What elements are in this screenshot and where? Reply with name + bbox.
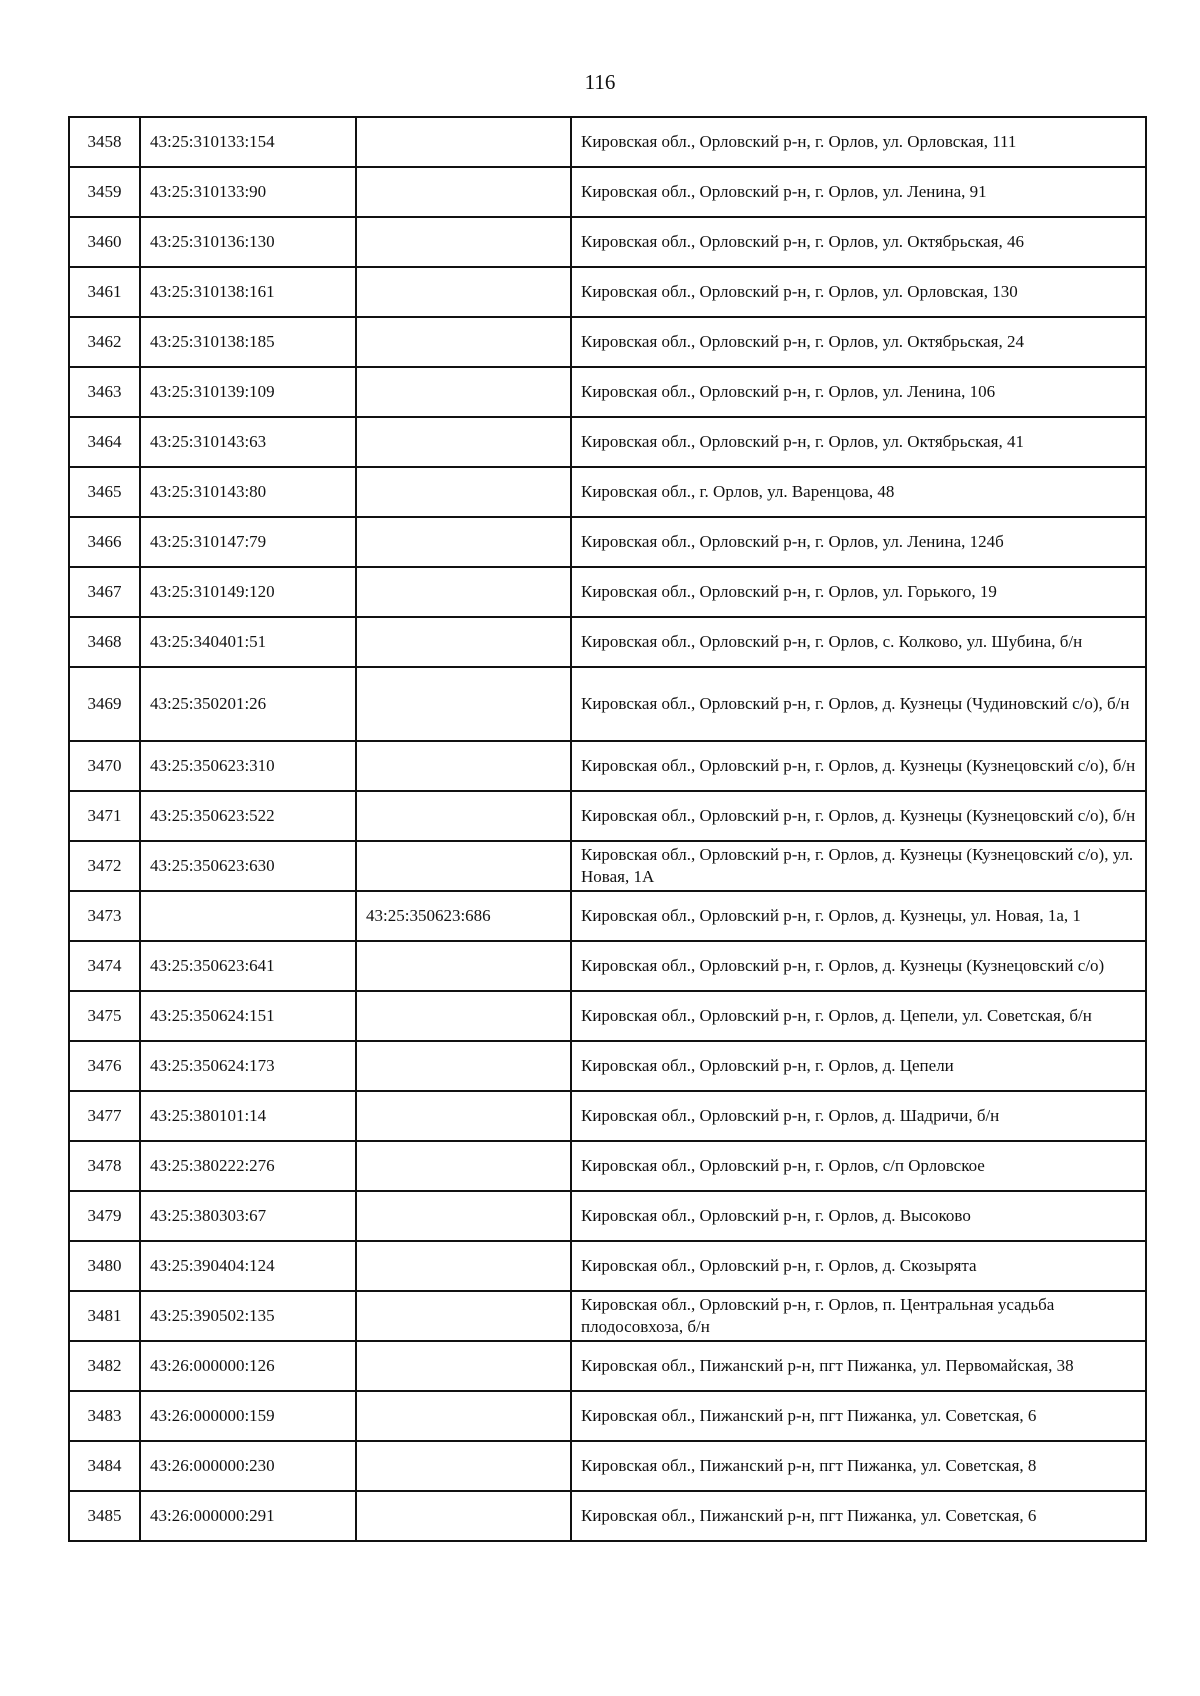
other-number-cell <box>356 267 571 317</box>
address-cell: Кировская обл., Орловский р-н, г. Орлов, ул. Октябрьская, 46 <box>571 217 1146 267</box>
address-cell: Кировская обл., Орловский р-н, г. Орлов, ул. Октябрьская, 41 <box>571 417 1146 467</box>
cadastral-number-cell: 43:25:310143:63 <box>140 417 356 467</box>
address-cell: Кировская обл., Орловский р-н, г. Орлов, д. Скозырята <box>571 1241 1146 1291</box>
table-row <box>69 1341 1146 1391</box>
table-row <box>69 891 1146 941</box>
row-number-cell: 3460 <box>69 217 140 267</box>
table-row <box>69 1041 1146 1091</box>
other-number-cell <box>356 941 571 991</box>
table-row <box>69 367 1146 417</box>
other-number-cell <box>356 517 571 567</box>
cadastral-number-cell: 43:25:310143:80 <box>140 467 356 517</box>
address-cell: Кировская обл., Орловский р-н, г. Орлов, д. Кузнецы (Кузнецовский с/о), ул. Новая, 1А <box>571 841 1146 891</box>
cadastral-number-cell: 43:25:310139:109 <box>140 367 356 417</box>
table-row <box>69 1391 1146 1441</box>
cadastral-number-cell: 43:25:380222:276 <box>140 1141 356 1191</box>
row-number-cell: 3461 <box>69 267 140 317</box>
address-cell: Кировская обл., Пижанский р-н, пгт Пижанка, ул. Первомайская, 38 <box>571 1341 1146 1391</box>
address-cell: Кировская обл., Орловский р-н, г. Орлов, д. Цепели <box>571 1041 1146 1091</box>
table-row <box>69 841 1146 891</box>
table-row <box>69 417 1146 467</box>
other-number-cell <box>356 117 571 167</box>
page-number: 116 <box>584 70 616 94</box>
cadastral-number-cell: 43:26:000000:126 <box>140 1341 356 1391</box>
row-number-cell: 3480 <box>69 1241 140 1291</box>
cadastral-number-cell: 43:25:350201:26 <box>140 667 356 741</box>
cadastral-number-cell: 43:26:000000:230 <box>140 1441 356 1491</box>
table-row <box>69 1491 1146 1541</box>
cadastral-number-cell: 43:25:350624:151 <box>140 991 356 1041</box>
row-number-cell: 3467 <box>69 567 140 617</box>
other-number-cell <box>356 1141 571 1191</box>
cadastral-number-cell: 43:26:000000:291 <box>140 1491 356 1541</box>
other-number-cell <box>356 1091 571 1141</box>
other-number-cell <box>356 991 571 1041</box>
row-number-cell: 3469 <box>69 667 140 741</box>
row-number-cell: 3466 <box>69 517 140 567</box>
other-number-cell <box>356 317 571 367</box>
other-number-cell <box>356 667 571 741</box>
table-row <box>69 617 1146 667</box>
table-row <box>69 1291 1146 1341</box>
table-row <box>69 267 1146 317</box>
cadastral-number-cell: 43:25:350624:173 <box>140 1041 356 1091</box>
other-number-cell <box>356 791 571 841</box>
row-number-cell: 3463 <box>69 367 140 417</box>
row-number-cell: 3475 <box>69 991 140 1041</box>
cadastral-number-cell: 43:25:340401:51 <box>140 617 356 667</box>
cadastral-number-cell: 43:25:310133:154 <box>140 117 356 167</box>
table-row <box>69 467 1146 517</box>
cadastral-number-cell: 43:25:310136:130 <box>140 217 356 267</box>
table-row <box>69 167 1146 217</box>
cadastral-number-cell: 43:25:350623:641 <box>140 941 356 991</box>
cadastral-number-cell: 43:25:310149:120 <box>140 567 356 617</box>
address-cell: Кировская обл., Орловский р-н, г. Орлов, с/п Орловское <box>571 1141 1146 1191</box>
other-number-cell <box>356 841 571 891</box>
other-number-cell <box>356 1191 571 1241</box>
other-number-cell <box>356 1491 571 1541</box>
row-number-cell: 3484 <box>69 1441 140 1491</box>
table-row <box>69 217 1146 267</box>
table-row <box>69 1091 1146 1141</box>
table-row <box>69 1241 1146 1291</box>
address-cell: Кировская обл., Пижанский р-н, пгт Пижанка, ул. Советская, 8 <box>571 1441 1146 1491</box>
address-cell: Кировская обл., Орловский р-н, г. Орлов, ул. Орловская, 111 <box>571 117 1146 167</box>
table-row <box>69 117 1146 167</box>
address-cell: Кировская обл., Орловский р-н, г. Орлов, д. Шадричи, б/н <box>571 1091 1146 1141</box>
row-number-cell: 3459 <box>69 167 140 217</box>
row-number-cell: 3458 <box>69 117 140 167</box>
row-number-cell: 3468 <box>69 617 140 667</box>
table-row <box>69 1141 1146 1191</box>
other-number-cell <box>356 1291 571 1341</box>
cadastral-number-cell: 43:25:310138:185 <box>140 317 356 367</box>
address-cell: Кировская обл., Орловский р-н, г. Орлов, ул. Ленина, 124б <box>571 517 1146 567</box>
cadastral-number-cell: 43:25:390502:135 <box>140 1291 356 1341</box>
other-number-cell <box>356 1241 571 1291</box>
table-row <box>69 1441 1146 1491</box>
cadastral-number-cell: 43:25:310133:90 <box>140 167 356 217</box>
row-number-cell: 3465 <box>69 467 140 517</box>
address-cell: Кировская обл., Орловский р-н, г. Орлов, д. Кузнецы (Кузнецовский с/о) <box>571 941 1146 991</box>
cadastral-number-cell: 43:25:380303:67 <box>140 1191 356 1241</box>
row-number-cell: 3474 <box>69 941 140 991</box>
row-number-cell: 3482 <box>69 1341 140 1391</box>
address-cell: Кировская обл., Орловский р-н, г. Орлов, д. Кузнецы (Кузнецовский с/о), б/н <box>571 741 1146 791</box>
table-row <box>69 791 1146 841</box>
cadastral-number-cell: 43:25:390404:124 <box>140 1241 356 1291</box>
other-number-cell <box>356 417 571 467</box>
other-number-cell <box>356 741 571 791</box>
other-number-cell <box>356 1391 571 1441</box>
row-number-cell: 3476 <box>69 1041 140 1091</box>
table-row <box>69 991 1146 1041</box>
row-number-cell: 3464 <box>69 417 140 467</box>
table-row <box>69 941 1146 991</box>
table-row <box>69 517 1146 567</box>
table-row <box>69 1191 1146 1241</box>
cadastral-number-cell: 43:25:350623:522 <box>140 791 356 841</box>
row-number-cell: 3477 <box>69 1091 140 1141</box>
row-number-cell: 3479 <box>69 1191 140 1241</box>
address-cell: Кировская обл., Пижанский р-н, пгт Пижанка, ул. Советская, 6 <box>571 1391 1146 1441</box>
table-row <box>69 317 1146 367</box>
cadastral-number-cell: 43:25:310147:79 <box>140 517 356 567</box>
cadastral-number-cell: 43:26:000000:159 <box>140 1391 356 1441</box>
address-cell: Кировская обл., Пижанский р-н, пгт Пижанка, ул. Советская, 6 <box>571 1491 1146 1541</box>
other-number-cell <box>356 567 571 617</box>
other-number-cell <box>356 617 571 667</box>
cadastral-number-cell <box>140 891 356 941</box>
address-cell: Кировская обл., Орловский р-н, г. Орлов, ул. Ленина, 106 <box>571 367 1146 417</box>
row-number-cell: 3481 <box>69 1291 140 1341</box>
address-cell: Кировская обл., Орловский р-н, г. Орлов, д. Кузнецы (Кузнецовский с/о), б/н <box>571 791 1146 841</box>
row-number-cell: 3472 <box>69 841 140 891</box>
other-number-cell <box>356 1441 571 1491</box>
row-number-cell: 3478 <box>69 1141 140 1191</box>
address-cell: Кировская обл., Орловский р-н, г. Орлов, п. Центральная усадьба плодосовхоза, б/н <box>571 1291 1146 1341</box>
row-number-cell: 3462 <box>69 317 140 367</box>
other-number-cell <box>356 1341 571 1391</box>
registry-rows <box>69 117 1146 1541</box>
address-cell: Кировская обл., Орловский р-н, г. Орлов, д. Кузнецы (Чудиновский с/о), б/н <box>571 667 1146 741</box>
address-cell: Кировская обл., Орловский р-н, г. Орлов, ул. Ленина, 91 <box>571 167 1146 217</box>
other-number-cell <box>356 367 571 417</box>
address-cell: Кировская обл., Орловский р-н, г. Орлов, с. Колково, ул. Шубина, б/н <box>571 617 1146 667</box>
row-number-cell: 3473 <box>69 891 140 941</box>
other-number-cell: 43:25:350623:686 <box>356 891 571 941</box>
address-cell: Кировская обл., г. Орлов, ул. Варенцова, 48 <box>571 467 1146 517</box>
cadastral-number-cell: 43:25:310138:161 <box>140 267 356 317</box>
address-cell: Кировская обл., Орловский р-н, г. Орлов, ул. Орловская, 130 <box>571 267 1146 317</box>
table-row <box>69 567 1146 617</box>
address-cell: Кировская обл., Орловский р-н, г. Орлов, д. Кузнецы, ул. Новая, 1а, 1 <box>571 891 1146 941</box>
row-number-cell: 3485 <box>69 1491 140 1541</box>
address-cell: Кировская обл., Орловский р-н, г. Орлов, д. Цепели, ул. Советская, б/н <box>571 991 1146 1041</box>
other-number-cell <box>356 1041 571 1091</box>
row-number-cell: 3470 <box>69 741 140 791</box>
row-number-cell: 3483 <box>69 1391 140 1441</box>
address-cell: Кировская обл., Орловский р-н, г. Орлов, д. Высоково <box>571 1191 1146 1241</box>
cadastral-number-cell: 43:25:350623:630 <box>140 841 356 891</box>
row-number-cell: 3471 <box>69 791 140 841</box>
other-number-cell <box>356 217 571 267</box>
table-row <box>69 667 1146 741</box>
other-number-cell <box>356 167 571 217</box>
table-row <box>69 741 1146 791</box>
cadastral-number-cell: 43:25:380101:14 <box>140 1091 356 1141</box>
address-cell: Кировская обл., Орловский р-н, г. Орлов, ул. Горького, 19 <box>571 567 1146 617</box>
address-cell: Кировская обл., Орловский р-н, г. Орлов, ул. Октябрьская, 24 <box>571 317 1146 367</box>
other-number-cell <box>356 467 571 517</box>
registry-table <box>68 116 1147 1542</box>
cadastral-number-cell: 43:25:350623:310 <box>140 741 356 791</box>
